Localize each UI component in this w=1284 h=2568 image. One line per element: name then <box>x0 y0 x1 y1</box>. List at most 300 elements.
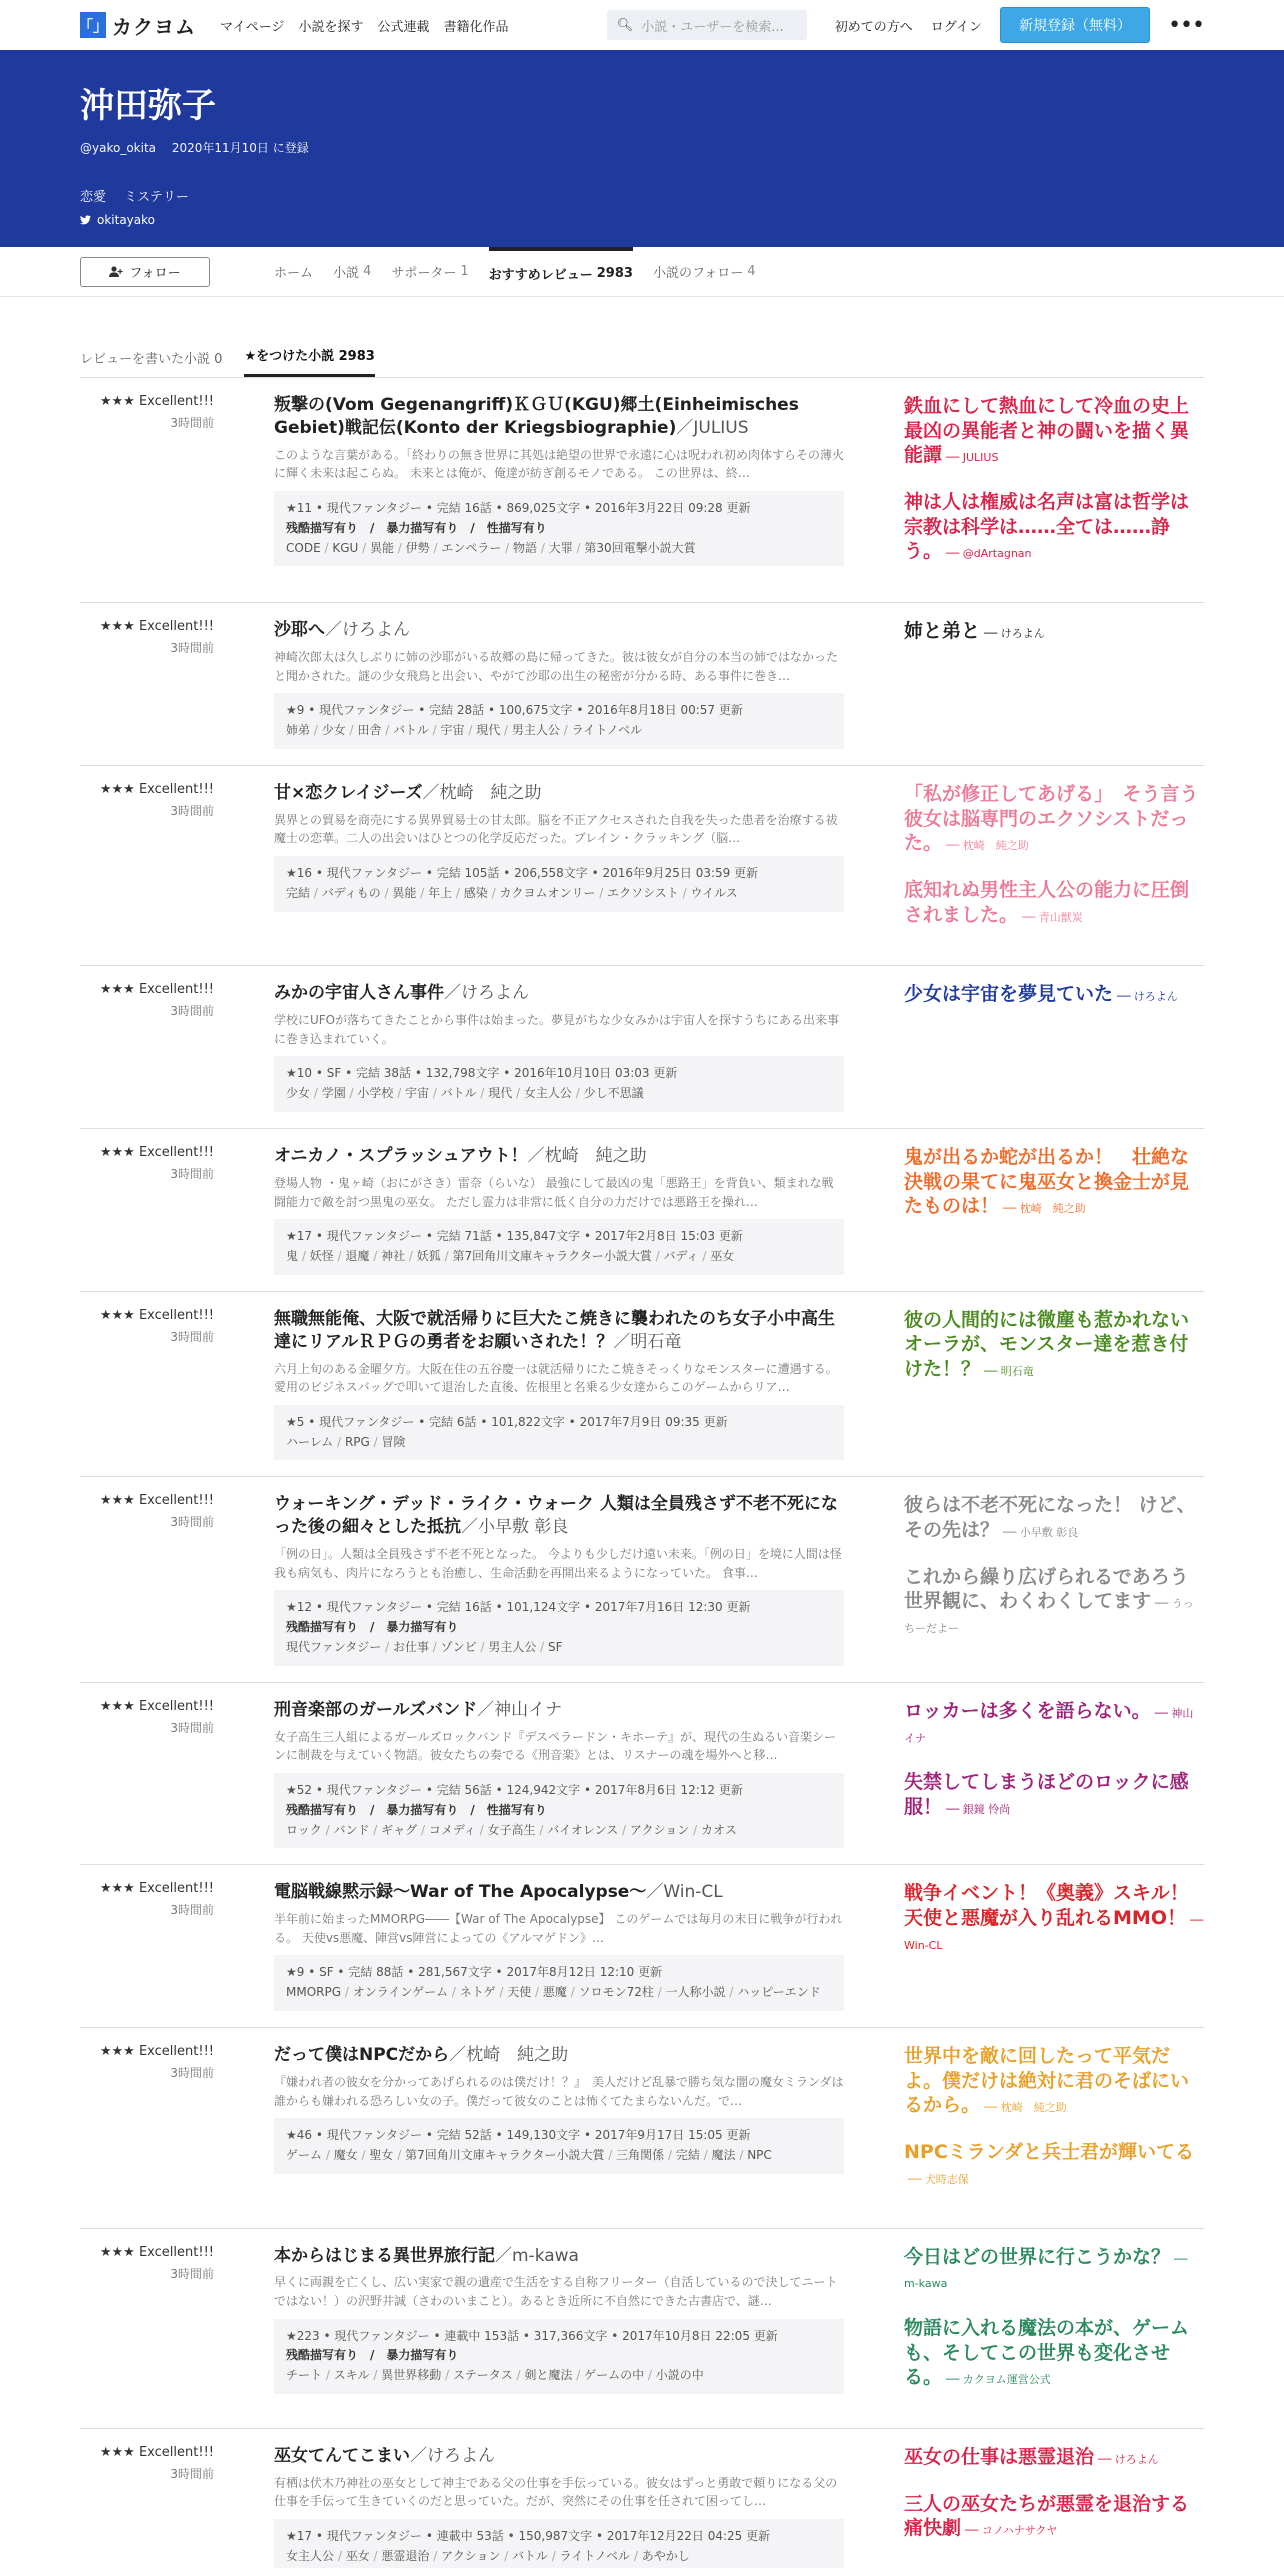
review-catchphrase[interactable] <box>904 490 1204 564</box>
work-tag[interactable]: エンペラー / <box>441 541 513 555</box>
catchphrase-reviewer[interactable]: ── 枕崎 純之助 <box>1003 1202 1086 1216</box>
work-meta <box>274 1056 844 1112</box>
review-catchphrase[interactable] <box>904 2245 1204 2294</box>
work-author[interactable]: ／枕崎 純之助 <box>422 782 542 803</box>
work-tag[interactable]: 伊勢 / <box>406 541 442 555</box>
work-tag[interactable]: 異能 / <box>370 541 406 555</box>
star-rating: ★★★ Excellent!!! <box>99 2044 214 2060</box>
nav-books[interactable]: 書籍化作品 <box>443 19 509 35</box>
work-intro: 半年前に始まったMMORPG――【War of The Apocalypse】 このゲームでは毎月の末日に戦争が行われる。 天使vs悪魔、陣営vs陣営によっての《アルマゲドン》… <box>274 1912 843 1945</box>
catchphrase-reviewer[interactable]: ── コノハナサクヤ <box>965 2524 1058 2538</box>
work-tag[interactable]: バトル / <box>441 1086 488 1100</box>
catchphrase-reviewer[interactable]: ── JULIUS <box>946 451 999 465</box>
review-row <box>80 1864 1204 2027</box>
work-tag[interactable]: お仕事 / <box>393 1640 441 1654</box>
work-tag[interactable]: スキル / <box>334 2368 382 2382</box>
nav-official[interactable]: 公式連載 <box>377 19 430 35</box>
work-tag[interactable]: NPC <box>747 2147 772 2162</box>
work-tag[interactable]: ステータス / <box>453 2368 524 2382</box>
work-author[interactable]: ／神山イナ <box>477 1699 563 1720</box>
review-catchphrase[interactable] <box>904 1308 1204 1382</box>
catchphrase-reviewer[interactable]: ── 枕崎 純之助 <box>946 839 1029 853</box>
review-time: 3時間前 <box>170 1167 214 1181</box>
work-tag[interactable]: 退魔 / <box>345 1249 381 1263</box>
subtab-starred[interactable] <box>244 345 374 377</box>
review-rating <box>80 2245 214 2412</box>
work-tag[interactable]: 女主人公 / <box>524 1086 584 1100</box>
work-tag[interactable]: 魔法 / <box>712 2148 748 2162</box>
review-rating <box>80 2445 214 2568</box>
tab-novels[interactable] <box>333 247 371 297</box>
work-intro: 神崎次郎太は久しぶりに姉の沙耶がいる故郷の島に帰ってきた。彼は彼女が自分の本当の姉ではなかったと聞かされた。謎の少女飛鳥と出会い、やがて沙耶の出生の秘密が分かる時、ある事件に巻き… <box>274 650 839 683</box>
work-meta <box>274 1405 844 1461</box>
work-tag[interactable]: ゲームの中 / <box>584 2368 656 2382</box>
work-title: オニカノ・スプラッシュアウト！ <box>274 1146 528 1166</box>
catchphrase-reviewer[interactable]: ── 銀鏡 怜尚 <box>946 1802 1011 1816</box>
work-tag[interactable]: 巫女 <box>710 1248 735 1263</box>
work-tag[interactable]: ギャグ / <box>381 1823 429 1837</box>
review-row <box>80 1682 1204 1865</box>
work-tag[interactable]: 妖狐 / <box>417 1249 453 1263</box>
work-tag[interactable]: 宇宙 / <box>405 1086 441 1100</box>
review-catchphrase[interactable] <box>904 2044 1204 2118</box>
work-tag[interactable]: オンラインゲーム / <box>353 1985 460 1999</box>
work-tag[interactable]: SF <box>548 1640 563 1655</box>
work-tag[interactable]: チート / <box>286 2368 334 2382</box>
review-catchphrases <box>904 1493 1204 1665</box>
tab-label: サポーター <box>391 266 457 281</box>
search-icon: 🔍︎ <box>616 17 634 33</box>
work-stats: ★5 • 現代ファンタジー • 完結 6話 • 101,822文字 • 2017年7月9日 09:35 更新 <box>286 1414 728 1429</box>
work-tag[interactable]: ロック / <box>286 1823 333 1837</box>
work-meta <box>274 2319 844 2394</box>
star-rating: ★★★ Excellent!!! <box>99 1145 214 1160</box>
work-tag[interactable]: 女子高生 / <box>488 1823 548 1837</box>
work-intro: 登場人物 ・鬼ヶ崎（おにがさき）雷奈（らいな） 最強にして最凶の鬼「悪路王」を背負い、類まれな戦闘能力で敵を討つ黒鬼の巫女。 ただし霊力は非常に低く自分の力だけでは悪路王を操れ… <box>274 1175 834 1209</box>
work-author[interactable]: ／Win-CL <box>646 1882 723 1903</box>
work-tag[interactable]: バイオレンス / <box>547 1823 630 1837</box>
catchphrase-text: 彼らは不老不死になった！ けど、その先は？ <box>904 1494 1196 1542</box>
star-rating: ★★★ Excellent!!! <box>99 1307 214 1323</box>
work-info <box>274 982 844 1112</box>
work-tag[interactable]: 異世界移動 / <box>381 2368 453 2382</box>
work-tag[interactable]: 剣と魔法 / <box>524 2368 584 2382</box>
work-title-link[interactable] <box>274 982 844 1005</box>
work-warnings: 残酷描写有り / 暴力描写有り / 性描写有り <box>286 520 547 535</box>
work-tag[interactable]: 完結 / <box>286 886 322 900</box>
work-title-link[interactable] <box>274 2245 844 2268</box>
twitter-handle: okitayako <box>97 213 156 227</box>
work-tag[interactable]: 物語 / <box>513 541 549 555</box>
review-catchphrase[interactable] <box>904 782 1204 856</box>
work-tag[interactable]: 男主人公 / <box>512 723 572 737</box>
work-info <box>274 1308 844 1461</box>
work-tag[interactable]: 三角関係 / <box>616 2148 676 2162</box>
review-time: 3時間前 <box>170 1329 214 1344</box>
work-tag[interactable]: 田舎 / <box>357 723 393 737</box>
work-title-link[interactable] <box>274 1145 844 1168</box>
review-catchphrases <box>904 1881 1204 2011</box>
tab-label: 小説 <box>333 266 360 281</box>
review-row <box>80 377 1204 602</box>
work-title: 沙耶へ <box>274 620 325 641</box>
review-rating <box>80 2044 214 2211</box>
review-catchphrase[interactable] <box>904 878 1204 927</box>
more-icon[interactable]: ••• <box>1168 12 1204 38</box>
review-rating <box>80 1699 214 1849</box>
catchphrase-text: 鉄血にして熱血にして冷血の史上最凶の異能者と神の闘いを描く異能譚 <box>904 395 1190 467</box>
follow-label: フォロー <box>129 266 181 281</box>
work-intro: 学校にUFOが落ちてきたことから事件は始まった。夢見がちな少女みかは宇宙人を探すうちにある出来事に巻き込まれていく。 <box>274 1013 840 1046</box>
work-author[interactable]: ／けろよん <box>410 2445 495 2466</box>
review-catchphrase[interactable] <box>904 982 1204 1007</box>
work-tag[interactable]: 天使 / <box>507 1985 543 1999</box>
right-nav <box>835 7 1204 43</box>
work-title-link[interactable] <box>274 782 844 805</box>
star-rating: ★★★ Excellent!!! <box>99 1881 214 1897</box>
twitter-link[interactable] <box>80 213 1204 227</box>
work-tag[interactable]: 妖怪 / <box>310 1249 346 1263</box>
review-rating <box>80 1308 214 1461</box>
catchphrase-text: 「私が修正してあげる」 そう言う彼女は脳専門のエクソシストだった。 <box>904 782 1199 855</box>
review-row <box>80 2027 1204 2227</box>
catchphrase-text: 巫女の仕事は悪霊退治 <box>904 2445 1095 2468</box>
work-meta <box>274 1219 844 1275</box>
first-time-link[interactable]: 初めての方へ <box>834 19 913 35</box>
work-title-link[interactable] <box>274 1699 844 1722</box>
work-tag[interactable]: ハーレム / <box>286 1435 345 1449</box>
review-catchphrase[interactable] <box>904 619 1204 644</box>
subtab-written-reviews[interactable] <box>80 348 222 377</box>
work-author[interactable]: ／けろよん <box>444 983 529 1004</box>
catchphrase-reviewer[interactable]: ── Win-CL <box>904 1914 1204 1952</box>
work-tag[interactable]: ライトノベル / <box>560 2549 642 2563</box>
review-catchphrase[interactable] <box>904 2492 1204 2541</box>
work-tags <box>286 1247 832 1267</box>
work-tag[interactable]: バンド / <box>333 1823 381 1837</box>
tab-supporters[interactable] <box>391 247 468 297</box>
catchphrase-reviewer[interactable]: ── 枕崎 純之助 <box>984 2101 1067 2115</box>
work-tag[interactable]: 少女 / <box>286 1086 322 1100</box>
review-catchphrase[interactable] <box>904 1565 1204 1639</box>
work-tag[interactable]: カクヨムオンリー / <box>499 886 607 900</box>
work-tag[interactable]: 宇宙 / <box>441 723 477 737</box>
catchphrase-text: 物語に入れる魔法の本が、ゲームも、そしてこの世界も変化させる。 <box>904 2316 1190 2389</box>
work-title-link[interactable] <box>274 2044 844 2067</box>
work-tags <box>286 721 832 741</box>
work-title-link[interactable] <box>274 2445 844 2468</box>
work-info <box>274 619 844 749</box>
catchphrase-text: 戦争イベント！《奥義》スキル！天使と悪魔が入り乱れるMMO！ <box>904 1882 1189 1930</box>
work-tag[interactable]: KGU / <box>332 541 370 555</box>
review-time: 3時間前 <box>170 803 214 818</box>
review-catchphrases <box>904 1308 1204 1461</box>
work-tag[interactable]: 現代ファンタジー / <box>286 1640 393 1654</box>
review-list <box>0 377 1284 2568</box>
work-intro: 六月上旬のある金曜夕方。大阪在住の五谷慶一は就活帰りにたこ焼きそっくりなモンスターに遭遇する。愛用のビジネスバッグで叩いて退治した直後、佐根里と名乗る少女達からこのゲームからリア… <box>274 1361 838 1395</box>
catchphrase-text: 失禁してしまうほどのロックに感服！ <box>904 1771 1189 1818</box>
review-time: 3時間前 <box>170 2466 214 2481</box>
work-tags <box>286 539 832 559</box>
work-tag[interactable]: MMORPG / <box>286 1985 353 1999</box>
search-input[interactable] <box>607 10 807 40</box>
work-stats: ★11 • 現代ファンタジー • 完結 16話 • 869,025文字 • 2016年3月22日 09:28 更新 <box>286 501 751 516</box>
work-intro: 『嫌われ者の彼女を分かってあげられるのは僕だけ！？』 美人だけど乱暴で勝ち気な闇の魔女ミランダは誰からも嫌われる恐ろしい女の子。僕だって彼女のことは怖くてたまらないんだ。で… <box>274 2075 844 2108</box>
subtab-count: 2983 <box>338 349 375 364</box>
review-time: 3時間前 <box>170 1903 214 1918</box>
catchphrase-reviewer[interactable]: ── カクヨム運営公式 <box>946 2373 1051 2387</box>
catchphrase-reviewer[interactable]: ── 明石竜 <box>984 1365 1034 1379</box>
tab-reviews[interactable] <box>489 247 633 297</box>
nav-mypage[interactable]: マイページ <box>220 19 285 35</box>
review-row <box>80 602 1204 765</box>
review-row <box>80 765 1204 965</box>
work-tag[interactable]: ゾンビ / <box>441 1640 489 1654</box>
catchphrase-text: 彼の人間的には微塵も惹かれないオーラが、モンスター達を惹き付けた！？ <box>904 1308 1190 1381</box>
follow-button[interactable] <box>80 257 210 287</box>
work-warnings: 残酷描写有り / 暴力描写有り <box>286 2348 459 2363</box>
work-author[interactable]: ／m-kawa <box>495 2245 579 2266</box>
review-catchphrases <box>904 619 1204 749</box>
work-tag[interactable]: 感染 / <box>464 886 500 900</box>
work-tag[interactable]: バディ / <box>664 1249 711 1263</box>
work-title-link[interactable] <box>274 1881 844 1904</box>
work-title-link[interactable] <box>274 619 844 642</box>
tab-count: 4 <box>747 264 756 279</box>
work-tag[interactable]: ネトゲ / <box>460 1985 507 1999</box>
work-tag[interactable]: アクション / <box>630 1823 701 1837</box>
catchphrase-text: 姉と弟と <box>904 620 981 643</box>
catchphrase-reviewer[interactable]: ── m-kawa <box>904 2252 1188 2291</box>
work-tag[interactable]: 第7回角川文庫キャラクター小説大賞 / <box>452 1249 663 1263</box>
tab-home[interactable] <box>274 247 313 297</box>
catchphrase-reviewer[interactable]: ── けろよん <box>1098 2452 1159 2466</box>
work-warnings: 残酷描写有り / 暴力描写有り <box>286 1620 459 1635</box>
tab-count: 4 <box>363 264 372 279</box>
review-catchphrase[interactable] <box>904 1145 1204 1219</box>
catchphrase-reviewer[interactable]: ── 神山イナ <box>904 1706 1194 1745</box>
work-meta <box>274 1773 844 1848</box>
work-tag[interactable]: 少し不思議 <box>583 1086 644 1101</box>
work-tag[interactable]: 冒険 <box>381 1434 406 1449</box>
work-tag[interactable]: 女主人公 / <box>286 2549 346 2563</box>
review-catchphrase[interactable] <box>904 2445 1204 2470</box>
work-tag[interactable]: 現代 / <box>488 1086 524 1100</box>
catchphrase-text: 少女は宇宙を夢見ていた <box>904 983 1114 1006</box>
catchphrase-reviewer[interactable]: ── けろよん <box>984 627 1045 641</box>
search-placeholder: 小説・ユーザーを検索... <box>641 19 784 35</box>
work-tag[interactable]: エクソシスト / <box>607 886 690 900</box>
catchphrase-reviewer[interactable]: ── 小早敷 彰良 <box>1003 1526 1079 1540</box>
work-tag[interactable]: 魔女 / <box>334 2148 370 2162</box>
work-tag[interactable]: 現代 / <box>476 723 512 737</box>
catchphrase-reviewer[interactable]: ── けろよん <box>1117 990 1178 1004</box>
work-title: 電脳戦線黙示録～War of The Apocalypse～ <box>274 1882 647 1903</box>
star-rating: ★★★ Excellent!!! <box>99 982 214 998</box>
work-author[interactable]: ／明石竜 <box>613 1331 682 1352</box>
subtab-count: 0 <box>214 352 223 367</box>
work-tag[interactable]: 小説の中 <box>655 2368 704 2383</box>
work-title: みかの宇宙人さん事件 <box>274 983 444 1004</box>
logo-mark: 「」 <box>80 12 106 38</box>
work-tag[interactable]: コメディ / <box>429 1823 488 1837</box>
work-title: 無職無能俺、大阪で就活帰りに巨大たこ焼きに襲われたのち女子小中高生達にリアルＲＰＧの勇者をお願いされた！？ <box>274 1308 835 1352</box>
review-time: 3時間前 <box>170 1515 214 1530</box>
work-author[interactable]: ／枕崎 純之助 <box>449 2045 569 2066</box>
work-stats: ★9 • SF • 完結 88話 • 281,567文字 • 2017年8月12日 12:10 更新 <box>286 1965 663 1980</box>
work-title: ウォーキング・デッド・ライク・ウォーク 人類は全員残さず不老不死になった後の細々とした抵抗 <box>274 1494 838 1538</box>
catchphrase-text: ロッカーは多くを語らない。 <box>904 1699 1151 1722</box>
review-catchphrase[interactable] <box>904 1770 1204 1819</box>
profile-meta <box>80 139 1204 156</box>
work-tag[interactable]: 聖女 / <box>369 2148 405 2162</box>
review-catchphrases <box>904 2245 1204 2412</box>
top-nav <box>220 16 509 35</box>
work-tag[interactable]: RPG / <box>345 1435 382 1449</box>
work-stats: ★46 • 現代ファンタジー • 完結 52話 • 149,130文字 • 2017年9月17日 15:05 更新 <box>286 2128 751 2143</box>
tab-count: 1 <box>460 264 469 279</box>
review-catchphrase[interactable] <box>904 2140 1204 2189</box>
work-tag[interactable]: 完結 / <box>676 2148 712 2162</box>
work-tag[interactable]: ゲーム / <box>286 2148 334 2162</box>
work-tag[interactable]: カオス <box>700 1822 737 1837</box>
catchphrase-reviewer[interactable]: ── うっちーだよー <box>904 1597 1194 1636</box>
work-tag[interactable]: 神社 / <box>381 1249 417 1263</box>
work-stats: ★52 • 現代ファンタジー • 完結 56話 • 124,942文字 • 2017年8月6日 12:12 更新 <box>286 1782 743 1797</box>
genre-tag[interactable]: 恋愛 <box>80 190 107 205</box>
work-title: 叛撃の(Vom Gegenangriff)ＫＧＵ(KGU)郷土(Einheimisches Gebiet)戦記伝(Konto der Kriegsbiographie) <box>274 395 799 438</box>
work-tag[interactable]: ソロモン72柱 / <box>579 1985 666 1999</box>
review-time: 3時間前 <box>170 2266 214 2281</box>
work-tag[interactable]: ハッピーエンド <box>737 1985 821 2000</box>
work-tag[interactable]: 一人称小説 / <box>666 1985 738 1999</box>
review-time: 3時間前 <box>170 1004 214 1019</box>
genre-tag[interactable]: ミステリー <box>124 190 189 205</box>
work-tag[interactable]: ライトノベル <box>571 723 643 738</box>
work-title-link[interactable] <box>274 1493 844 1539</box>
review-catchphrases <box>904 2445 1204 2568</box>
work-info <box>274 1881 844 2011</box>
work-tag[interactable]: 大罪 / <box>549 541 585 555</box>
profile-tabs <box>274 247 756 297</box>
signup-button[interactable]: 新規登録（無料） <box>1000 7 1150 43</box>
review-subtabs <box>0 297 1284 377</box>
work-tag[interactable]: 悪霊退治 / <box>381 2549 441 2563</box>
work-tag[interactable]: 小学校 / <box>357 1086 405 1100</box>
review-catchphrase[interactable] <box>904 2316 1204 2390</box>
work-info <box>274 2245 844 2412</box>
review-catchphrase[interactable] <box>904 1881 1204 1955</box>
review-catchphrase[interactable] <box>904 394 1204 468</box>
catchphrase-reviewer[interactable]: ── 青山獣炭 <box>1022 910 1083 924</box>
work-tag[interactable]: バディもの / <box>322 886 393 900</box>
work-info <box>274 782 844 949</box>
work-tags <box>286 884 832 904</box>
review-catchphrases <box>904 1699 1204 1849</box>
work-author[interactable]: ／枕崎 純之助 <box>527 1146 647 1166</box>
work-stats: ★9 • 現代ファンタジー • 完結 28話 • 100,675文字 • 2016年8月18日 00:57 更新 <box>286 703 743 718</box>
work-info <box>274 1493 844 1665</box>
work-tag[interactable]: アクション / <box>441 2549 512 2563</box>
work-tag[interactable]: CODE / <box>286 541 332 555</box>
review-catchphrases <box>904 782 1204 949</box>
work-tag[interactable]: 学園 / <box>322 1086 358 1100</box>
work-tag[interactable]: 第7回角川文庫キャラクター小説大賞 / <box>405 2148 616 2162</box>
work-tag[interactable]: 異能 / <box>392 886 428 900</box>
catchphrase-reviewer[interactable]: ── 犬時志保 <box>908 2172 969 2186</box>
work-meta <box>274 1955 844 2011</box>
work-tag[interactable]: 鬼 / <box>286 1249 310 1263</box>
work-tag[interactable]: 少女 / <box>322 723 358 737</box>
add-user-icon <box>109 266 123 278</box>
work-title: だって僕はNPCだから <box>274 2045 450 2066</box>
work-meta <box>274 1590 844 1665</box>
review-catchphrase[interactable] <box>904 1493 1204 1542</box>
top-bar <box>0 0 1284 50</box>
catchphrase-text: 三人の巫女たちが悪霊を退治する痛快劇 <box>904 2492 1190 2540</box>
work-title: 巫女てんてこまい <box>274 2445 410 2466</box>
work-tag[interactable]: 男主人公 / <box>488 1640 548 1654</box>
work-tag[interactable]: バトル / <box>512 2549 559 2563</box>
work-author[interactable]: ／小早敷 彰良 <box>461 1517 569 1538</box>
work-tags <box>286 1433 832 1453</box>
review-time: 3時間前 <box>170 1720 214 1735</box>
work-intro: 「例の日」。人類は全員残さず不老不死となった。 今よりも少しだけ遠い未来。「例の日」を境に人間は怪我も病気も、肉片になろうとも治癒し、生命活動を再開出来るようになっていた。 食事… <box>274 1547 842 1580</box>
profile-hero <box>0 50 1284 247</box>
catchphrase-reviewer[interactable]: ── @dArtagnan <box>946 547 1032 561</box>
review-row <box>80 2228 1204 2428</box>
work-tag[interactable]: 第30回電撃小説大賞 <box>584 540 696 555</box>
review-catchphrases <box>904 394 1204 586</box>
work-tag[interactable]: 巫女 / <box>346 2549 382 2563</box>
review-catchphrase[interactable] <box>904 1699 1204 1748</box>
work-tag[interactable]: あやかし <box>641 2548 690 2563</box>
work-tag[interactable]: ウイルス <box>690 885 738 900</box>
star-rating: ★★★ Excellent!!! <box>99 394 214 409</box>
catchphrase-text: NPCミランダと兵士君が輝いてる <box>904 2141 1195 2164</box>
work-tags <box>286 2547 832 2567</box>
profile-handle: @yako_okita <box>80 141 157 155</box>
work-tag[interactable]: バトル / <box>393 723 440 737</box>
work-meta <box>274 491 844 566</box>
catchphrase-text: これから繰り広げられるであろう世界観に、わくわくしてます <box>904 1565 1189 1613</box>
nav-search-novels[interactable]: 小説を探す <box>298 19 364 35</box>
tab-followed-novels[interactable] <box>653 247 756 297</box>
work-author[interactable]: ／JULIUS <box>676 417 749 438</box>
work-title-link[interactable] <box>274 1308 844 1354</box>
work-tag[interactable]: 年上 / <box>428 886 464 900</box>
work-info <box>274 2445 844 2568</box>
subtab-label: レビューを書いた小説 <box>80 352 211 367</box>
work-info <box>274 1699 844 1849</box>
review-time: 3時間前 <box>170 2066 214 2081</box>
work-author[interactable]: ／けろよん <box>325 620 410 641</box>
work-intro: このような言葉がある。「終わりの無き世界に其処は絶望の世界で永遠に心は呪われ初め肉体すらその薄火に輝く未来は起こらぬ。 未来とは俺が、俺達が紡ぎ創るモノである。 この世界は、終… <box>274 447 845 481</box>
review-rating <box>80 394 214 586</box>
work-tag[interactable]: 悪魔 / <box>543 1985 579 1999</box>
work-title-link[interactable] <box>274 394 844 440</box>
review-catchphrases <box>904 982 1204 1112</box>
site-logo[interactable] <box>80 11 196 40</box>
work-tags <box>286 1983 832 2003</box>
work-meta <box>274 2118 844 2174</box>
star-rating: ★★★ Excellent!!! <box>99 2444 214 2460</box>
login-link[interactable]: ログイン <box>930 19 983 35</box>
catchphrase-text: 底知れぬ男性主人公の能力に圧倒されました。 <box>904 878 1190 926</box>
work-intro: 女子高生三人組によるガールズロックバンド『デスペラードン・キホーテ』が、現代の生ぬるい音楽シーンに制裁を与えていく物語。彼女たちの奏でる《刑音楽》とは、リスナーの魂を場外へと移… <box>274 1729 836 1763</box>
review-rating <box>80 982 214 1112</box>
work-tag[interactable]: 姉弟 / <box>286 723 322 737</box>
